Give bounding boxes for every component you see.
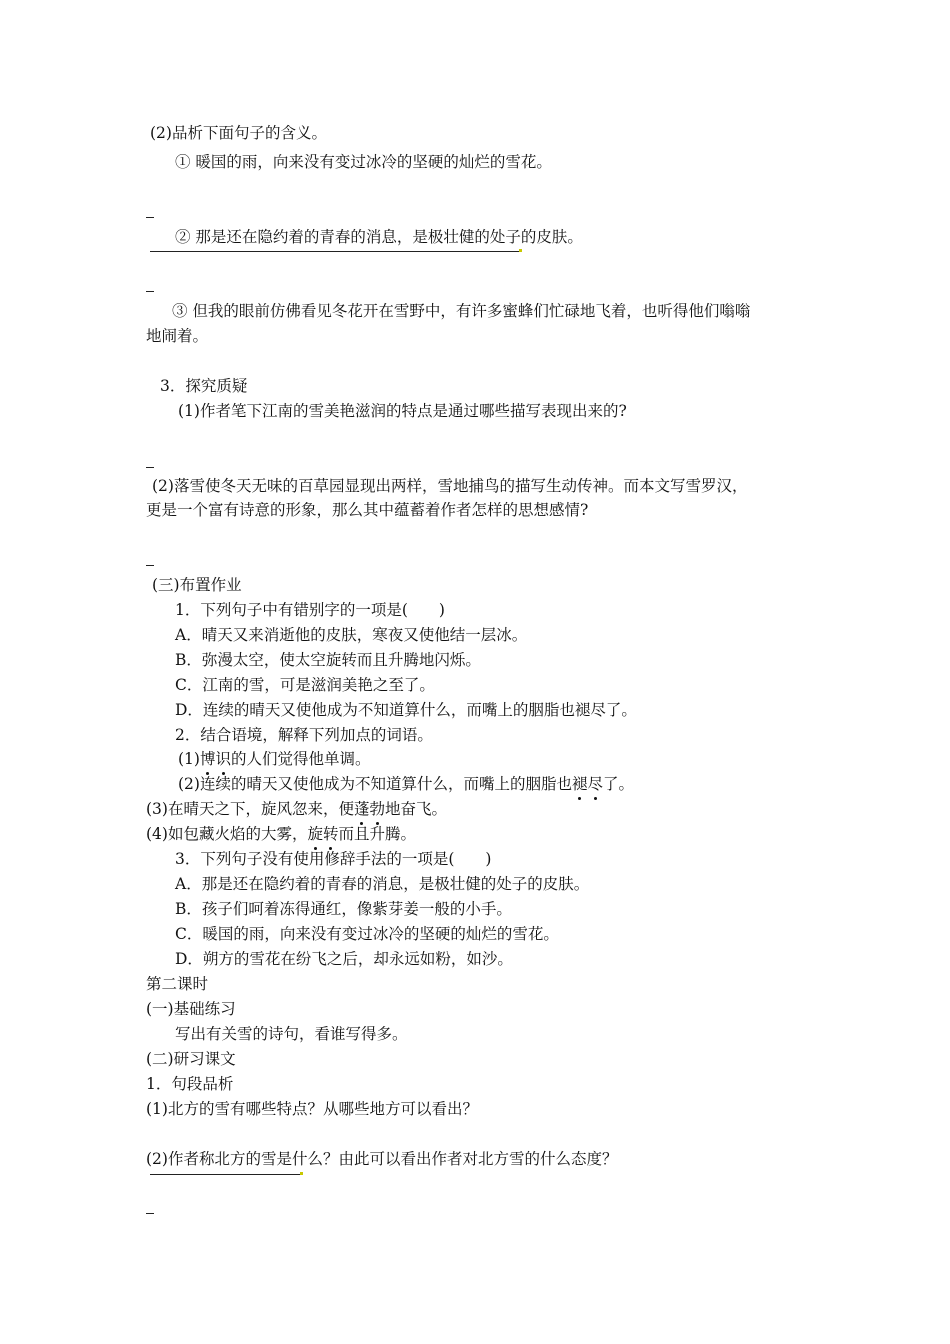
option-a: A．晴天又来消逝他的皮肤，寒夜又使他结一层冰。	[175, 626, 528, 644]
dotted-char: 旋	[307, 825, 323, 843]
inquiry-question-1: (1)作者笔下江南的雪美艳滋润的特点是通过哪些描写表现出来的?	[178, 402, 627, 420]
option-c: C．江南的雪，可是滋润美艳之至了。	[175, 676, 435, 694]
option-d: D．朔方的雪花在纷飞之后，却永远如粉，如沙。	[175, 950, 513, 968]
dotted-char: 转	[322, 825, 339, 843]
sentence-1: ① 暖国的雨，向来没有变过冰冷的坚硬的灿烂的雪花。	[175, 153, 552, 171]
option-a: A．那是还在隐约着的青春的消息，是极壮健的处子的皮肤。	[175, 875, 590, 893]
dotted-char: 蓬	[353, 800, 370, 818]
analysis-question-1: (1)北方的雪有哪些特点？从哪些地方可以看出？	[146, 1100, 478, 1118]
vocab-item-2	[178, 774, 634, 794]
vocab-item-2-suffix: 了。	[603, 775, 635, 793]
sentence-3-line-1: ③ 但我的眼前仿佛看见冬花开在雪野中，有许多蜜蜂们忙碌地飞着，也听得他们嗡嗡	[172, 302, 751, 320]
mark-dot	[519, 249, 522, 252]
vocab-item-3-prefix: (3)在晴天之下，旋风忽来，便	[146, 800, 354, 818]
vocab-item-1-prefix: (1)	[178, 750, 200, 768]
dotted-char: 尽	[587, 775, 603, 793]
option-b: B．孩子们呵着冻得通红，像紫芽姜一般的小手。	[175, 900, 512, 918]
option-b: B．弥漫太空，使太空旋转而且升腾地闪烁。	[175, 651, 481, 669]
vocab-item-3-suffix: 地奋飞。	[385, 800, 448, 818]
answer-blank	[146, 1213, 154, 1214]
inquiry-question-2-line-2: 更是一个富有诗意的形象，那么其中蕴蓄着作者怎样的思想感情?	[146, 501, 589, 519]
basic-practice-title: (一)基础练习	[146, 1000, 236, 1018]
analysis-question-2: (2)作者称北方的雪是什么？由此可以看出作者对北方雪的什么态度？	[146, 1150, 618, 1168]
homework-question-2: 2．结合语境，解释下列加点的词语。	[175, 726, 433, 744]
study-text-title: (二)研习课文	[146, 1050, 236, 1068]
homework-question-1: 1．下列句子中有错别字的一项是( )	[175, 601, 445, 619]
paragraph-analysis-title: 1．句段品析	[146, 1075, 234, 1093]
vocab-item-4	[146, 824, 416, 844]
answer-blank	[146, 217, 154, 218]
homework-question-3: 3．下列句子没有使用修辞手法的一项是( )	[175, 850, 492, 868]
answer-blank	[146, 467, 154, 468]
vocab-item-1	[178, 749, 371, 769]
section-3-title: 3．探究质疑	[160, 377, 248, 395]
option-d: D．连续的晴天又使他成为不知道算什么，而嘴上的胭脂也褪尽了。	[175, 701, 637, 719]
vocab-item-4-suffix: 而且升腾。	[338, 825, 417, 843]
question-2-title: (2)品析下面句子的含义。	[150, 124, 327, 142]
vocab-item-3	[146, 799, 447, 819]
dotted-char: 勃	[369, 800, 385, 818]
answer-blank	[146, 291, 154, 292]
mark-dot	[300, 1172, 303, 1175]
dotted-char: 褪	[571, 775, 588, 793]
dotted-char: 博	[199, 750, 216, 768]
answer-underline	[150, 251, 522, 252]
dotted-char: 识	[215, 750, 231, 768]
vocab-item-1-suffix: 的人们觉得他单调。	[231, 750, 371, 768]
lesson-2-title: 第二课时	[146, 975, 209, 993]
homework-title: (三)布置作业	[152, 576, 242, 594]
answer-underline	[150, 1174, 302, 1175]
sentence-2: ② 那是还在隐约着的青春的消息，是极壮健的处子的皮肤。	[175, 228, 583, 246]
vocab-item-4-prefix: (4)如包藏火焰的大雾，	[146, 825, 308, 843]
option-c: C．暖国的雨，向来没有变过冰冷的坚硬的灿烂的雪花。	[175, 925, 559, 943]
answer-blank	[146, 565, 154, 566]
vocab-item-2-prefix: (2)连续的晴天又使他成为不知道算什么，而嘴上的胭脂也	[178, 775, 572, 793]
basic-practice-text: 写出有关雪的诗句，看谁写得多。	[175, 1025, 408, 1043]
inquiry-question-2-line-1: (2)落雪使冬天无味的百草园显现出两样，雪地捕鸟的描写生动传神。而本文写雪罗汉，	[152, 477, 748, 495]
sentence-3-line-2: 地闹着。	[146, 327, 209, 345]
